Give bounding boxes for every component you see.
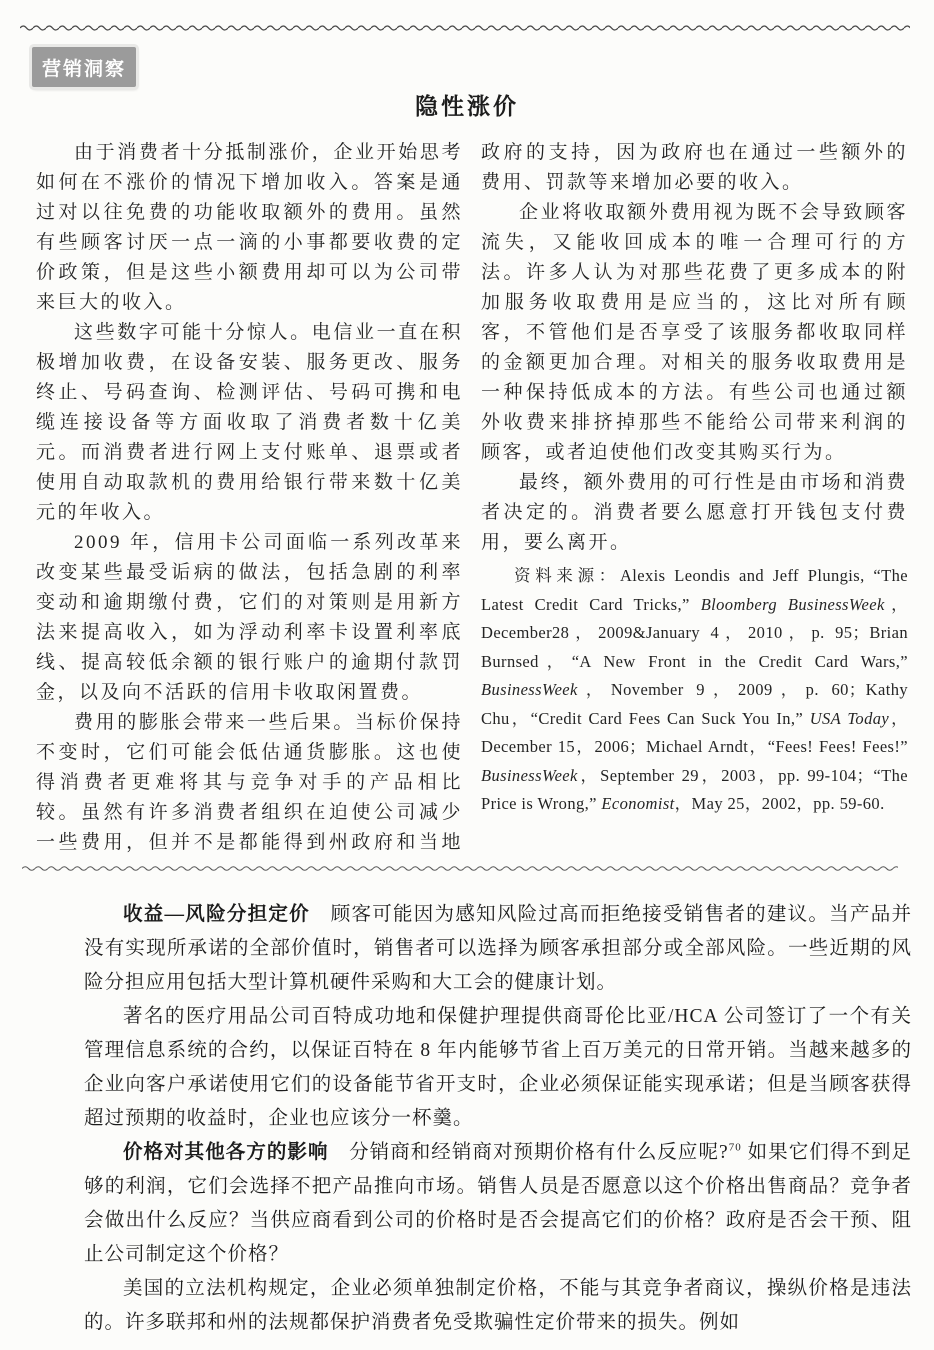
body-section: [84, 898, 912, 1340]
wavy-divider-bottom: [22, 864, 898, 873]
insight-badge-label: 营销洞察: [42, 59, 127, 80]
text-run: ，December28，2009&January 4，2010，p. 95；Brian Burnsed，“A New Front in the Credit Card Wars,”: [481, 594, 908, 671]
text-run: ，September 29，2003，pp. 99-104；“The Price is Wrong,”: [481, 765, 908, 813]
text-run: 美国的立法机构规定，企业必须单独制定价格，不能与其竞争者商议，操纵价格是违法的。许多联邦和州的法规都保护消费者免受欺骗性定价带来的损失。例如: [84, 1278, 912, 1333]
box-columns: [36, 138, 908, 870]
text-run: ，November 9，2009，p. 60；Kathy Chu，“Credit Card Fees Can Suck You In,”: [481, 680, 908, 728]
text-run: 如果它们得不到足够的利润，它们会选择不把产品推向市场。销售人员是否愿意以这个价格出售商品？竞争者会做出什么反应？当供应商看到公司的价格时是否会提高它们的价格？政府是否会干预、阻止公司制定这个价格？: [84, 1142, 912, 1265]
box-paragraph: 最终，额外费用的可行性是由市场和消费者决定的。消费者要么愿意打开钱包支付费用，要么离开。: [481, 472, 908, 553]
italic-citation: BusinessWeek: [481, 680, 578, 699]
body-paragraph: [84, 898, 912, 1000]
text-run: ，December 15，2006；Michael Arndt，“Fees! Fees! Fees!”: [481, 708, 908, 756]
italic-citation: Economist: [601, 794, 675, 813]
text-run: ，May 25，2002，pp. 59-60.: [674, 794, 885, 813]
body-paragraph: [84, 1000, 912, 1136]
body-paragraph: [84, 1272, 912, 1340]
text-run: 分销商和经销商对预期价格有什么反应呢?: [328, 1142, 729, 1163]
italic-citation: USA Today: [809, 708, 890, 728]
bold-lead-in: 价格对其他各方的影响: [123, 1142, 329, 1163]
box-paragraph: 2009 年，信用卡公司面临一系列改革来改变某些最受诟病的做法，包括急剧的利率变动和逾期缴付费，它们的对策则是用新方法来提高收入，如为浮动利率卡设置利率底线、提高较低余额的银行账户的逾期付款罚金，以及向不活跃的信用卡收取闲置费。: [36, 532, 463, 703]
bold-lead-in: 收益—风险分担定价: [123, 904, 310, 925]
box-paragraph: 这些数字可能十分惊人。电信业一直在积极增加收费，在设备安装、服务更改、服务终止、号码查询、检测评估、号码可携和电缆连接设备等方面收取了消费者数十亿美元。而消费者进行网上支付账单、退票或者使用自动取款机的费用给银行带来数十亿美元的年收入。: [36, 322, 463, 523]
source-note: [481, 562, 908, 819]
box-paragraph: 企业将收取额外费用视为既不会导致顾客流失，又能收回成本的唯一合理可行的方法。许多人认为对那些花费了更多成本的附加服务收取费用是应当的，这比对所有顾客，不管他们是否享受了该服务都收取同样的金额更加合理。对相关的服务收取费用是一种保持低成本的方法。有些公司也通过额外收费来排挤掉那些不能给公司带来利润的顾客，或者迫使他们改变其购买行为。: [481, 202, 908, 463]
box-paragraph: 费用的膨胀会带来一些后果。当标价保持不变时，它们可能会低估通货膨胀。这也使得消费者更难将其与竞争对手的产品相比较。虽然有许多消费者组织在迫使公司减少一些费用，但并不是都能得到州政府和当地政府的支持，因为政府也在通过一些额外的费用、罚款等来增加必要的收入。: [36, 142, 908, 853]
text-run: 著名的医疗用品公司百特成功地和保健护理提供商哥伦比亚/HCA 公司签订了一个有关管理信息系统的合约，以保证百特在 8 年内能够节省上百万美元的日常开销。当越来越多的企业向客户承诺使用它们的设备能节省开支时，企业必须保证能实现承诺；但是当顾客获得超过预期的收益时，企业也应该分一杯羹。: [84, 1006, 912, 1129]
text-run: Alexis Leondis and Jeff Plungis, “The Latest Credit Card Tricks,”: [481, 566, 908, 614]
text-run: 顾客可能因为感知风险过高而拒绝接受销售者的建议。当产品并没有实现所承诺的全部价值时，销售者可以选择为顾客承担部分或全部风险。一些近期的风险分担应用包括大型计算机硬件采购和大工会的健康计划。: [84, 904, 912, 993]
box-paragraph: 由于消费者十分抵制涨价，企业开始思考如何在不涨价的情况下增加收入。答案是通过对以往免费的功能收取额外的费用。虽然有些顾客讨厌一点一滴的小事都要收费的定价政策，但是这些小额费用却可以为公司带来巨大的收入。: [36, 142, 463, 313]
insight-badge: [32, 47, 136, 87]
source-note-label: 资料来源：: [514, 566, 620, 585]
italic-citation: BusinessWeek: [481, 765, 578, 785]
footnote-ref: 70: [728, 1141, 742, 1154]
box-title: 隐性涨价: [415, 94, 519, 119]
body-paragraph: [84, 1136, 912, 1272]
wavy-divider-top: [20, 23, 910, 33]
italic-citation: Bloomberg BusinessWeek: [700, 594, 885, 614]
